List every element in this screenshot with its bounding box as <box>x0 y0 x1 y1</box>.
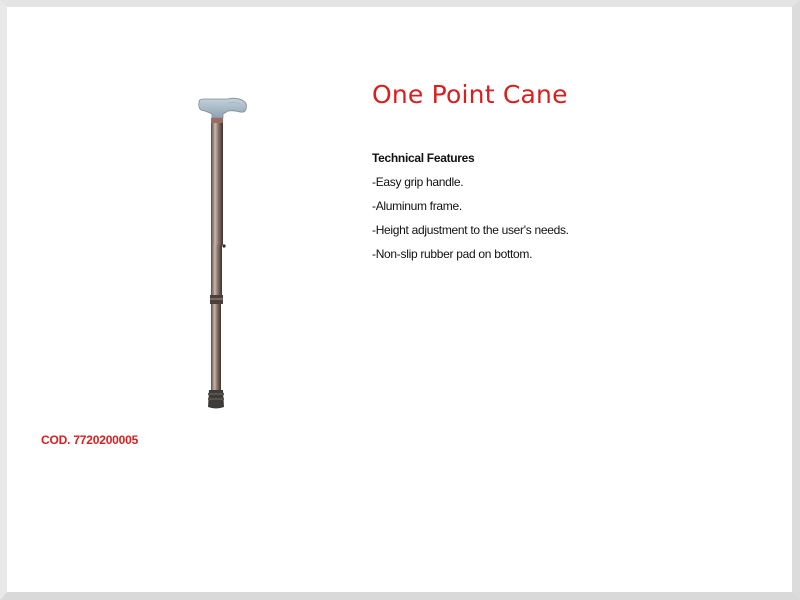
feature-list <box>372 175 569 271</box>
feature-item: -Non-slip rubber pad on bottom. <box>372 247 533 261</box>
feature-item: -Aluminum frame. <box>372 199 462 213</box>
product-code: COD. 7720200005 <box>41 433 139 447</box>
product-title: One Point Cane <box>372 80 568 109</box>
cane-image <box>190 95 250 415</box>
feature-item: -Easy grip handle. <box>372 175 464 189</box>
technical-features <box>372 151 569 271</box>
features-heading: Technical Features <box>372 151 475 165</box>
feature-item: -Height adjustment to the user's needs. <box>372 223 569 237</box>
